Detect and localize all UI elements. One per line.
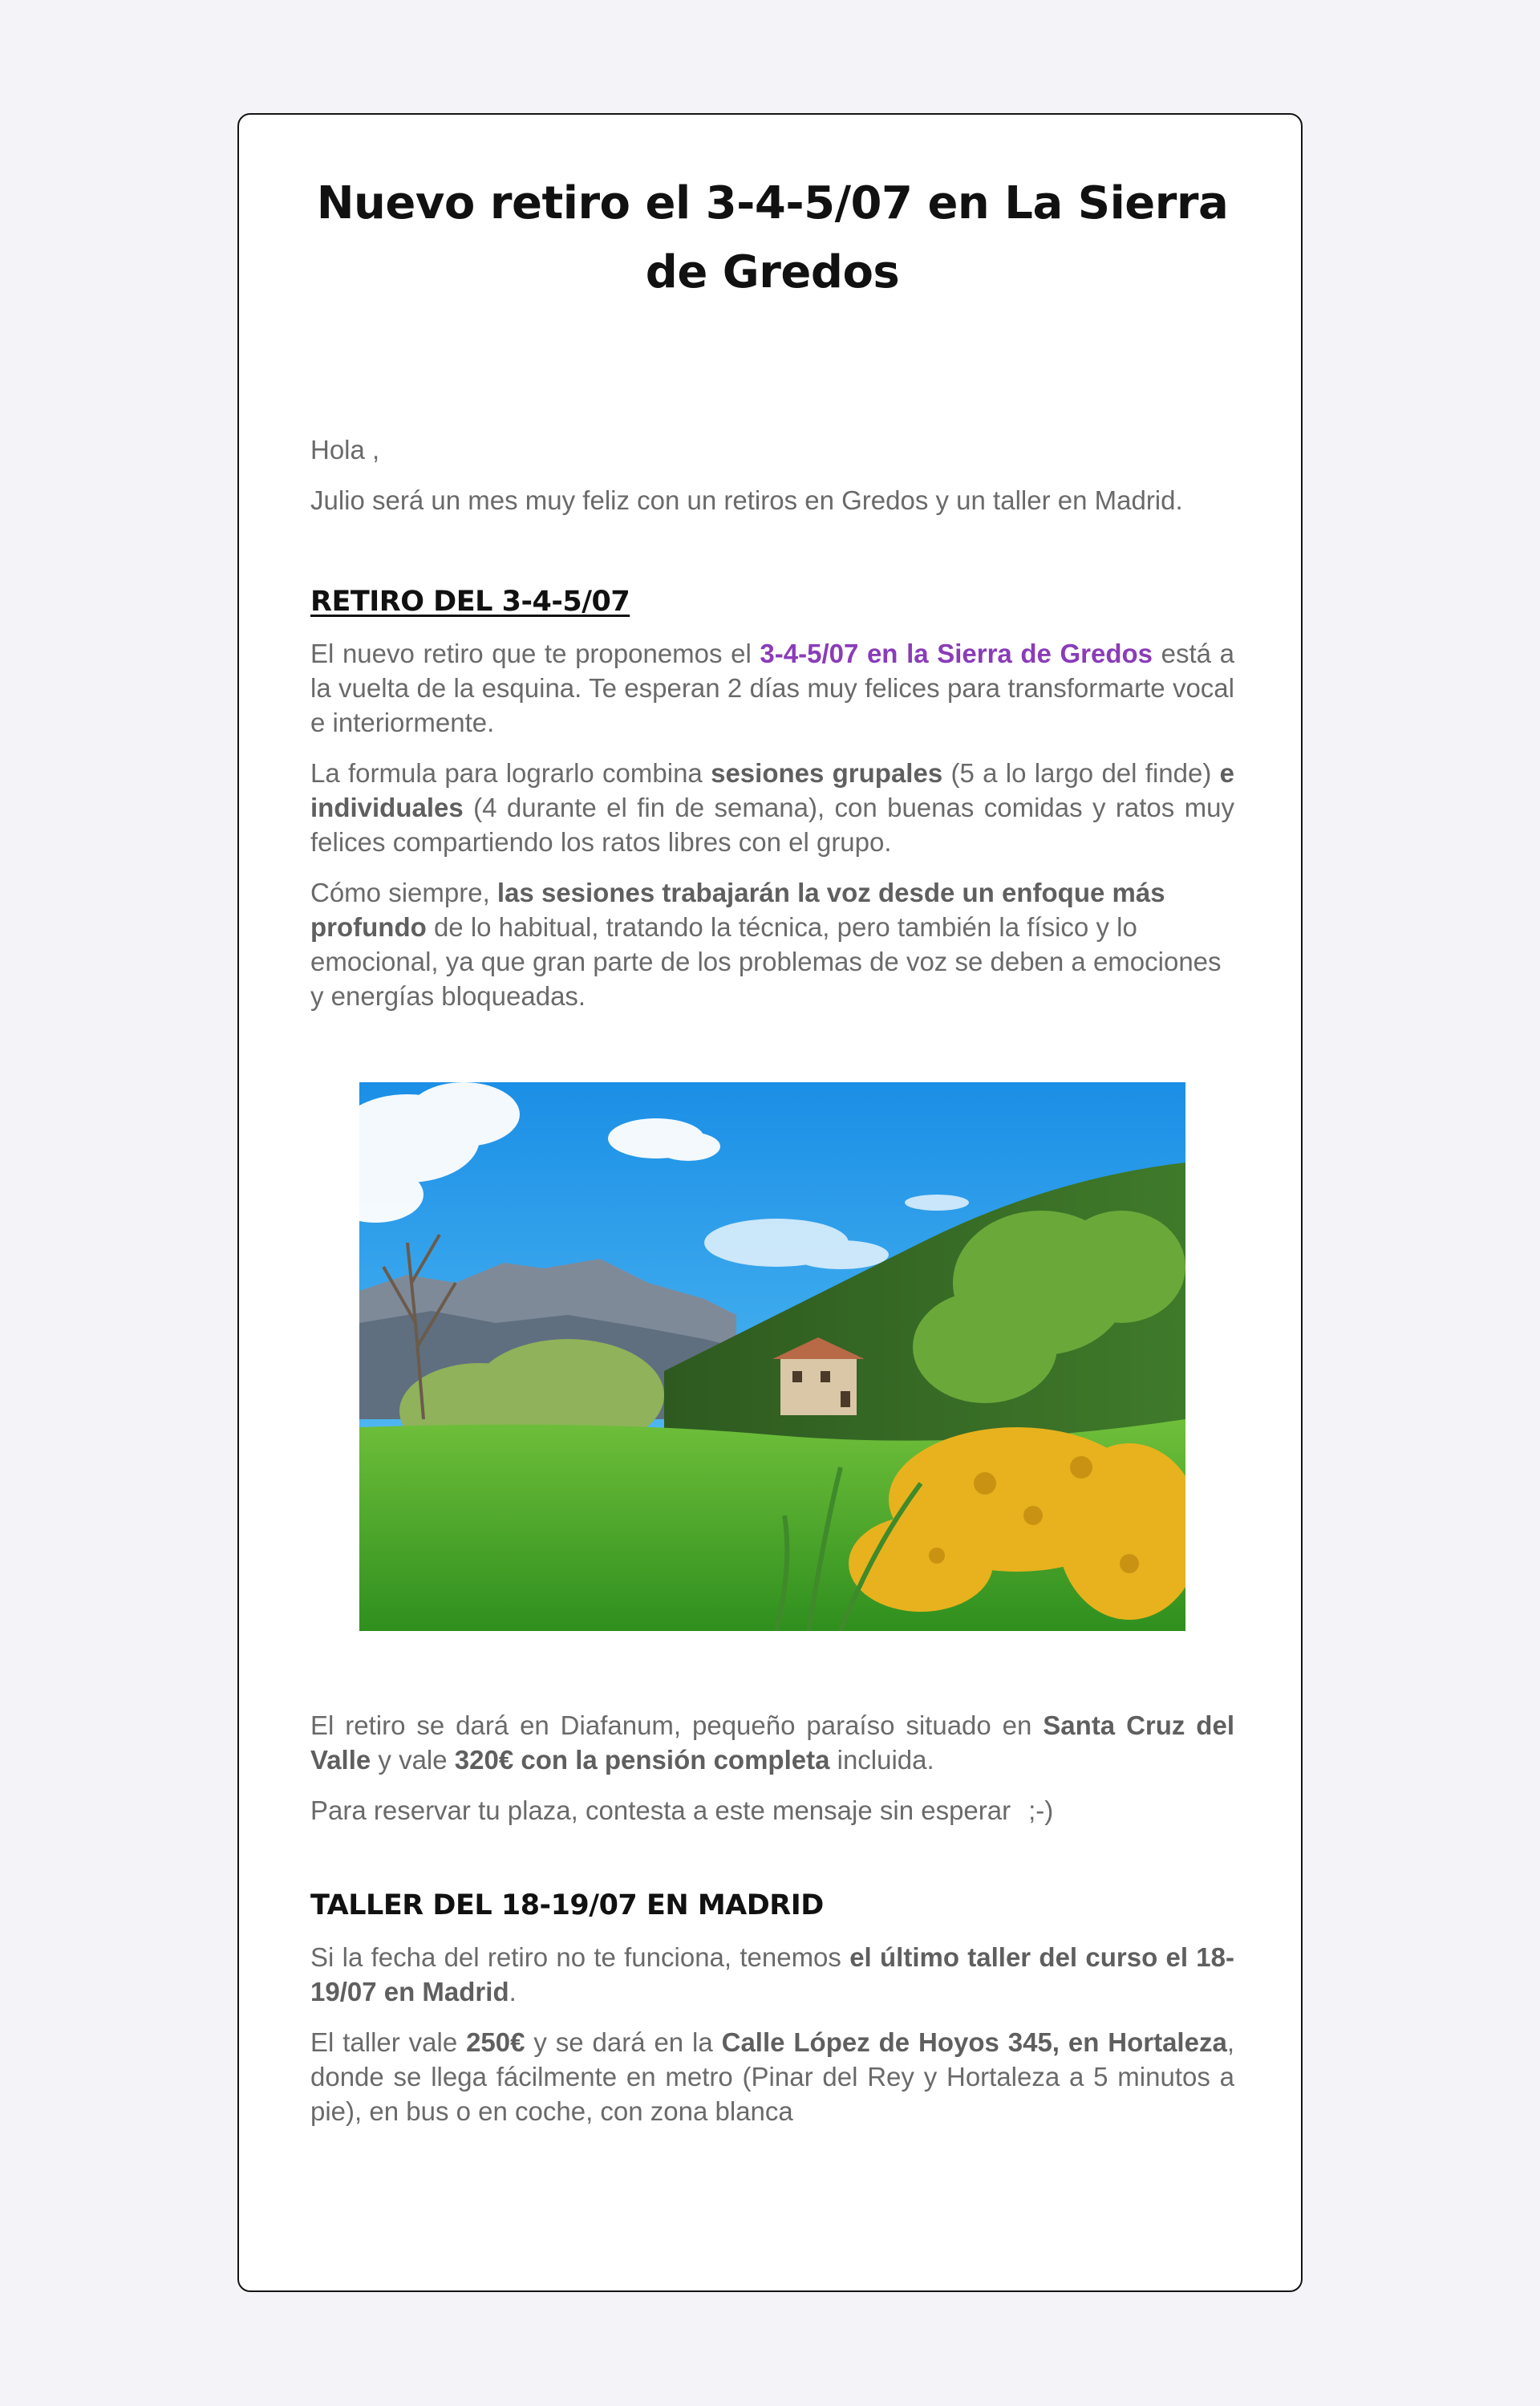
retreat-photo-container <box>310 1082 1234 1631</box>
email-card <box>237 113 1303 2292</box>
workshop-price: 250€ <box>466 2027 525 2057</box>
retreat-p2-text-mid: (5 a lo largo del finde) <box>942 758 1220 788</box>
retreat-p4-text: El retiro se dará en Diafanum, pequeño paraíso situado en <box>310 1710 1044 1740</box>
retreat-p2-bold-2: e individuales <box>310 758 1234 822</box>
retreat-p2-text: La formula para lograrlo combina <box>310 758 711 788</box>
reserve-text: Para reservar tu plaza, contesta a este mensaje sin esperar <box>310 1795 1011 1825</box>
retreat-p1-text-end: está a la vuelta de la esquina. Te esperan 2 días muy felices para transformarte vocal e interiormente. <box>310 639 1234 737</box>
retreat-p2-bold-1: sesiones grupales <box>711 758 943 788</box>
workshop-p2-text-end: , donde se llega fácilmente en metro (Pinar del Rey y Hortaleza a 5 minutos a pie), en bus o en coche, con zona blanca <box>310 2027 1234 2126</box>
workshop-paragraph-2 <box>310 2025 1234 2128</box>
retreat-paragraph-2 <box>310 756 1234 859</box>
smiley: ;-) <box>1028 1795 1054 1825</box>
workshop-address: Calle López de Hoyos 345, en Hortaleza <box>721 2027 1227 2057</box>
retreat-p3-text-end: de lo habitual, tratando la técnica, pero también la físico y lo emocional, ya que gran parte de los problemas de voz se deben a emociones y energías bloqueadas. <box>310 912 1222 1011</box>
countryside-house-photo <box>359 1082 1185 1631</box>
workshop-heading: TALLER DEL 18-19/07 EN MADRID <box>310 1889 824 1921</box>
retreat-p4-text-end: incluida. <box>829 1745 934 1775</box>
retreat-paragraph-4 <box>310 1708 1234 1777</box>
workshop-p1-text: Si la fecha del retiro no te funciona, tenemos <box>310 1942 850 1972</box>
retreat-paragraph-1 <box>310 636 1234 740</box>
greeting: Hola , <box>310 435 380 465</box>
retreat-p3-text: Cómo siempre, <box>310 878 497 907</box>
retreat-p2-text-end: (4 durante el fin de semana), con buenas comidas y ratos muy felices compartiendo los ratos libres con el grupo. <box>310 793 1234 857</box>
workshop-date: el último taller del curso el 18-19/07 en Madrid <box>310 1942 1234 2006</box>
retreat-heading: RETIRO DEL 3-4-5/07 <box>310 586 630 618</box>
retreat-p1-text: El nuevo retiro que te proponemos el <box>310 639 760 668</box>
workshop-paragraph-1 <box>310 1940 1234 2009</box>
workshop-p2-text: El taller vale <box>310 2027 467 2057</box>
retreat-location: Santa Cruz del Valle <box>310 1710 1234 1775</box>
retreat-p3-bold: las sesiones trabajarán la voz desde un enfoque más profundo <box>310 878 1165 942</box>
intro-paragraph: Julio será un mes muy feliz con un retiros en Gredos y un taller en Madrid. <box>310 485 1183 515</box>
retreat-paragraph-3 <box>310 875 1234 1013</box>
retreat-price: 320€ con la pensión completa <box>454 1745 830 1775</box>
workshop-p2-text-mid: y se dará en la <box>525 2027 722 2057</box>
email-title: Nuevo retiro el 3-4-5/07 en La Sierra de Gredos <box>316 177 1229 298</box>
email-body <box>310 169 1234 2144</box>
retreat-p4-text-mid: y vale <box>371 1745 455 1775</box>
retreat-paragraph-5 <box>310 1793 1234 1828</box>
retreat-date-highlight: 3-4-5/07 en la Sierra de Gredos <box>760 639 1153 668</box>
workshop-p1-text-end: . <box>509 1977 517 2006</box>
